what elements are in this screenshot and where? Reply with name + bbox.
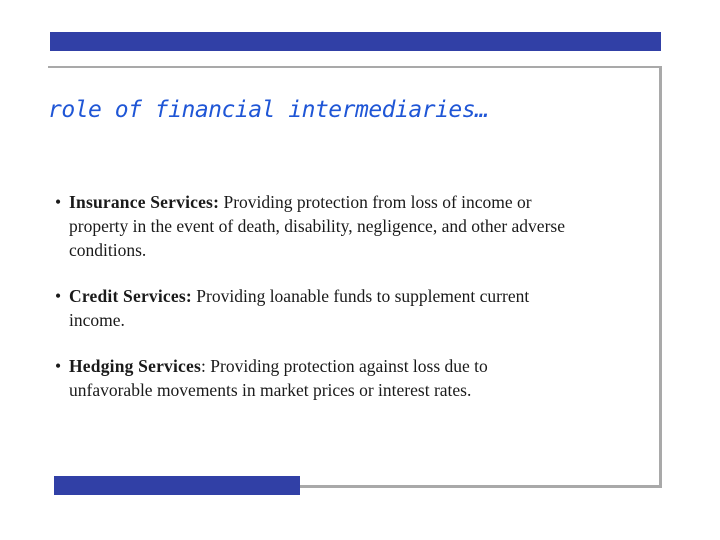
frame-bottom-line: [300, 485, 662, 488]
bullet-term: Insurance Services:: [69, 192, 220, 212]
bullet-marker: •: [55, 192, 62, 212]
bullet-text: Providing loanable funds to supplement current income.: [69, 286, 530, 330]
bullet-marker: •: [55, 286, 62, 306]
bullet-hedging: [48, 354, 568, 402]
bullet-term: Hedging Services: [69, 356, 202, 376]
bullet-credit: [48, 284, 568, 332]
top-accent-bar: [50, 32, 661, 51]
bullet-list: [48, 190, 568, 424]
frame-top-line: [48, 66, 662, 68]
bottom-accent-bar: [54, 476, 300, 495]
bullet-marker: •: [55, 356, 62, 376]
frame-right-line: [659, 66, 662, 487]
slide-title: role of financial intermediaries…: [48, 97, 489, 123]
bullet-term: Credit Services:: [69, 286, 192, 306]
bullet-text: Providing protection from loss of income or property in the event of death, disability, negligence, and other adverse conditions.: [69, 192, 565, 260]
bullet-insurance: [48, 190, 568, 262]
bullet-text: : Providing protection against loss due to unfavorable movements in market prices or interest rates.: [69, 356, 488, 400]
